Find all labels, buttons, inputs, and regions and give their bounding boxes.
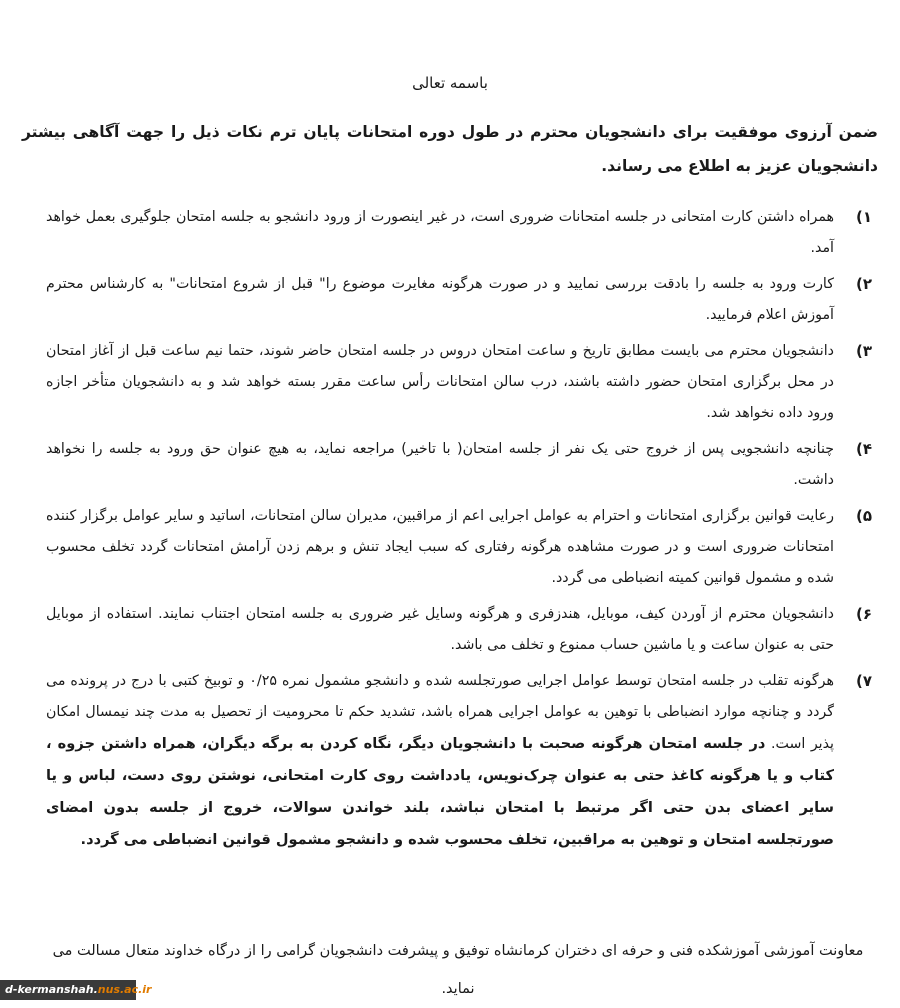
rule-item-5 <box>22 501 878 594</box>
rule-item-6 <box>22 599 878 661</box>
rule-number: ۴) <box>855 440 872 458</box>
rule-item-7 <box>22 666 878 856</box>
document-page <box>22 0 878 1005</box>
rule-item-1 <box>22 202 878 264</box>
rule-item-4 <box>22 434 878 496</box>
document-heading: باسمه تعالی <box>412 74 488 92</box>
rule-bold-text: در جلسه امتحان هرگونه صحبت با دانشجویان دیگر، نگاه کردن به برگه دیگران، همراه داشتن جزوه ، کتاب و یا هرگونه کاغذ حتی به عنوان چرک‌نویس، یادداشت روی کارت امتحانی، نوشتن روی دست، لباس و یا سایر اعضای بدن حتی اگر مرتبط با امتحان نباشد، بلند خواندن سوالات، خروج از جلسه بدون امضای صورتجلسه امتحان و توهین به مراقبین، تخلف محسوب شده و دانشجو مشمول قوانین انضباطی می گردد. <box>46 735 834 848</box>
closing-paragraph: معاونت آموزشی آموزشکده فنی و حرفه ای دختران کرمانشاه توفیق و پیشرفت دانشجویان گرامی را از درگاه خداوند متعال مسالت می نماید. <box>52 943 864 997</box>
intro-paragraph: ضمن آرزوی موفقیت برای دانشجویان محترم در طول دوره امتحانات پایان ترم نکات ذیل را جهت آگاهی بیشتر دانشجویان عزیز به اطلاع می رساند. <box>22 123 878 175</box>
rule-item-2 <box>22 269 878 331</box>
rule-number: ۶) <box>855 605 872 623</box>
rule-number: ۲) <box>855 275 872 293</box>
rule-text: چنانچه دانشجویی پس از خروج حتی یک نفر از جلسه امتحان( با تاخیر) مراجعه نماید، به هیچ عنوان حق ورود به جلسه را نخواهد داشت. <box>46 441 834 488</box>
site-watermark <box>0 980 152 1000</box>
watermark-prefix: d-kermanshah. <box>5 983 98 996</box>
rule-text: رعایت قوانین برگزاری امتحانات و احترام به عوامل اجرایی اعم از مراقبین، مدیران سالن امتحانات، اساتید و سایر عوامل برگزار کننده امتحانات ضروری است و در صورت مشاهده هرگونه رفتاری که سبب ایجاد تنش و برهم زدن آرامش امتحانات گردد تخلف محسوب شده و مشمول قوانین کمیته انضباطی می گردد. <box>46 508 834 586</box>
rule-number: ۵) <box>855 507 872 525</box>
rule-text: دانشجویان محترم از آوردن کیف، موبایل، هندزفری و هرگونه وسایل غیر ضروری به جلسه امتحان اجتناب نمایند. استفاده از موبایل حتی به عنوان ساعت و یا ماشین حساب ممنوع و تخلف می باشد. <box>46 606 834 653</box>
rule-number: ۷) <box>855 672 872 690</box>
rule-item-3 <box>22 336 878 429</box>
rule-text: دانشجویان محترم می بایست مطابق تاریخ و ساعت امتحان دروس در جلسه امتحان حاضر شوند، حتما نیم ساعت قبل از آغاز امتحان در محل برگزاری امتحان حضور داشته باشند، درب سالن امتحانات رأس ساعت مقرر بسته خواهد شد و به دانشجویان متأخر اجازه ورود داده نخواهد شد. <box>46 343 834 421</box>
rules-list <box>22 202 878 861</box>
watermark-accent: nus.ac.ir <box>97 983 152 996</box>
rule-text: هرگونه تقلب در جلسه امتحان توسط عوامل اجرایی صورتجلسه شده و دانشجو مشمول نمره ۰/۲۵ و توبیخ کتبی با درج در پرونده می گردد و چنانچه موارد انضباطی با توهین به عوامل اجرایی همراه باشد، تشدید حکم تا محرومیت از تحصیل به مدت چند نیمسال امکان پذیر است. <box>46 673 835 752</box>
rule-text: کارت ورود به جلسه را بادقت بررسی نمایید و در صورت هرگونه مغایرت موضوع را" قبل از شروع امتحانات" به کارشناس محترم آموزش اعلام فرمایید. <box>46 276 834 323</box>
rule-number: ۳) <box>855 342 872 360</box>
rule-number: ۱) <box>855 208 872 226</box>
rule-text: همراه داشتن کارت امتحانی در جلسه امتحانات ضروری است، در غیر اینصورت از ورود دانشجو به جلسه امتحان جلوگیری بعمل خواهد آمد. <box>46 209 834 256</box>
